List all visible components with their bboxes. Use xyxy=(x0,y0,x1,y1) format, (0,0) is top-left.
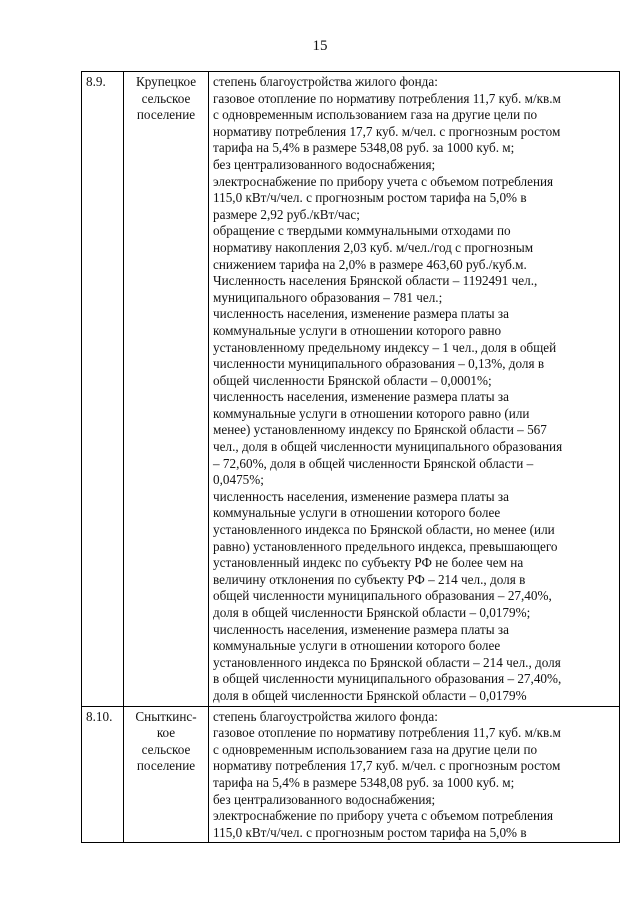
settlement-name xyxy=(124,72,209,707)
description-line: обращение с твердыми коммунальными отходами по xyxy=(213,223,511,239)
description-line: газовое отопление по нормативу потребления 11,7 куб. м/кв.м xyxy=(213,725,561,741)
description-line: степень благоустройства жилого фонда: xyxy=(213,74,438,89)
description-line: численность населения, изменение размера платы за xyxy=(213,621,509,637)
description-line: с одновременным использованием газа на другие цели по xyxy=(213,107,538,123)
description-line: установленного индекса по Брянской области – 214 чел., доля xyxy=(213,654,561,670)
row-number: 8.10. xyxy=(82,706,124,843)
description-line: установленного индекса по Брянской области, но менее (или xyxy=(213,522,555,538)
description-line: 0,0475%; xyxy=(213,472,264,488)
description-line: равно) установленного предельного индекса, превышающего xyxy=(213,538,558,554)
description-line: доля в общей численности Брянской области – 0,0179%; xyxy=(213,605,531,620)
description-line: нормативу накопления 2,03 куб. м/чел./год с прогнозным xyxy=(213,239,534,255)
settlement-name-line: сельское xyxy=(141,741,191,757)
table-body xyxy=(82,72,620,843)
description-line: с одновременным использованием газа на другие цели по xyxy=(213,741,538,757)
description-line: коммунальные услуги в отношении которого равно xyxy=(213,322,502,338)
description-line: тарифа на 5,4% в размере 5348,08 руб. за 1000 куб. м; xyxy=(213,774,515,790)
description-line: электроснабжение по прибору учета с объемом потребления xyxy=(213,173,554,189)
settlement-name-line: Сныткинс- xyxy=(135,708,197,724)
description-line: коммунальные услуги в отношении которого более xyxy=(213,638,501,654)
description-line: без централизованного водоснабжения; xyxy=(213,156,436,172)
description-line: численность населения, изменение размера платы за xyxy=(213,389,509,405)
description-line: Численность населения Брянской области – 1192491 чел., xyxy=(213,273,538,289)
settlement-description xyxy=(209,72,620,707)
description-line: снижением тарифа на 2,0% в размере 463,60 руб./куб.м. xyxy=(213,256,527,272)
description-line: газовое отопление по нормативу потребления 11,7 куб. м/кв.м xyxy=(213,90,561,106)
description-line: степень благоустройства жилого фонда: xyxy=(213,708,438,724)
description-line: коммунальные услуги в отношении которого более xyxy=(213,505,501,521)
description-line: муниципального образования – 781 чел.; xyxy=(213,289,443,305)
description-line: общей численности муниципального образования – 27,40%, xyxy=(213,588,552,604)
settlement-description xyxy=(209,706,620,843)
description-line: установленный индекс по субъекту РФ не более чем на xyxy=(213,555,524,571)
description-line: общей численности Брянской области – 0,0001%; xyxy=(213,372,492,388)
description-line: тарифа на 5,4% в размере 5348,08 руб. за 1000 куб. м; xyxy=(213,140,515,156)
description-line: менее) установленному индексу по Брянской области – 567 xyxy=(213,422,547,438)
municipalities-table xyxy=(81,71,620,843)
description-line: нормативу потребления 17,7 куб. м/чел. с прогнозным ростом xyxy=(213,758,561,774)
description-line: коммунальные услуги в отношении которого равно (или xyxy=(213,405,530,421)
settlement-name-line: Крупецкое xyxy=(135,74,197,89)
description-line: 115,0 кВт/ч/чел. с прогнозным ростом тарифа на 5,0% в xyxy=(213,190,527,206)
description-line: размере 2,92 руб./кВт/час; xyxy=(213,206,360,222)
description-line: 115,0 кВт/ч/чел. с прогнозным ростом тарифа на 5,0% в xyxy=(213,824,527,840)
description-line: в общей численности муниципального образования – 27,40%, xyxy=(213,671,562,687)
table-row xyxy=(82,706,620,843)
description-line: величину отклонения по субъекту РФ – 214 чел., доля в xyxy=(213,571,526,587)
settlement-name-line: поселение xyxy=(136,758,196,774)
description-line: – 72,60%, доля в общей численности Брянской области – xyxy=(213,455,534,471)
description-line: доля в общей численности Брянской области – 0,0179% xyxy=(213,687,527,703)
row-number: 8.9. xyxy=(82,72,124,707)
description-line: численность населения, изменение размера платы за xyxy=(213,488,509,504)
description-line: численность населения, изменение размера платы за xyxy=(213,306,509,322)
description-line: без централизованного водоснабжения; xyxy=(213,791,436,807)
description-line: чел., доля в общей численности муниципального образования xyxy=(213,439,563,455)
description-line: электроснабжение по прибору учета с объемом потребления xyxy=(213,808,554,824)
settlement-name-line: сельское xyxy=(141,90,191,106)
page-number: 15 xyxy=(312,38,328,54)
settlement-name xyxy=(124,706,209,843)
settlement-name-line: кое xyxy=(156,725,176,741)
description-line: установленному предельному индексу – 1 чел., доля в общей xyxy=(213,339,557,355)
description-line: численности муниципального образования – 0,13%, доля в xyxy=(213,356,545,372)
table-row xyxy=(82,72,620,707)
settlement-name-line: поселение xyxy=(136,107,196,123)
description-line: нормативу потребления 17,7 куб. м/чел. с прогнозным ростом xyxy=(213,123,561,139)
